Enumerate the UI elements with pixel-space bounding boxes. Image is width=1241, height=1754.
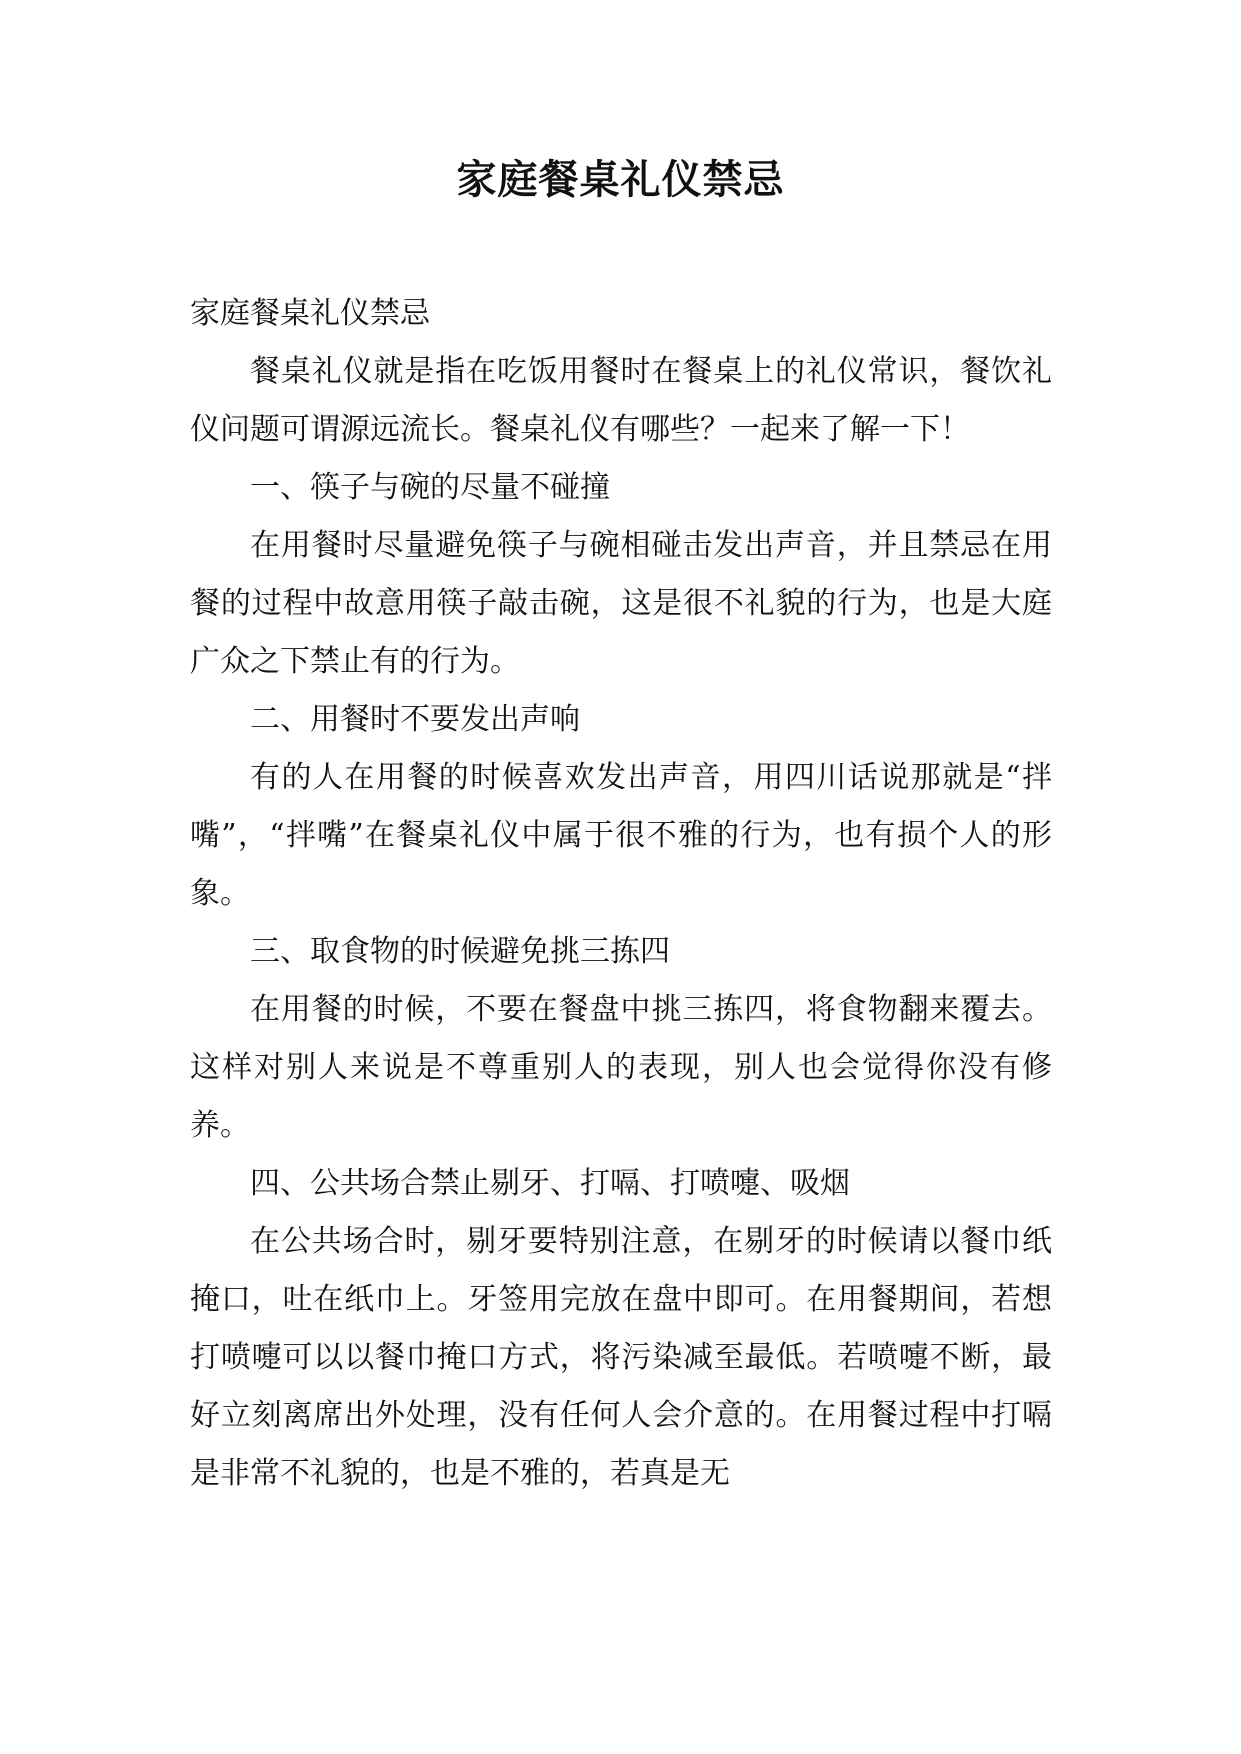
subtitle-line: 家庭餐桌礼仪禁忌 xyxy=(190,296,430,331)
section-paragraph-2: 有的人在用餐的时候喜欢发出声音，用四川话说那就是“拌嘴”，“拌嘴”在餐桌礼仪中属于很不雅的行为，也有损个人的形象。 xyxy=(190,760,1052,911)
section-paragraph-4: 在公共场合时，剔牙要特别注意，在剔牙的时候请以餐巾纸掩口，吐在纸巾上。牙签用完放在盘中即可。在用餐期间，若想打喷嚏可以以餐巾掩口方式，将污染减至最低。若喷嚏不断，最好立刻离席出外处理，没有任何人会介意的。在用餐过程中打嗝是非常不礼貌的，也是不雅的，若真是无 xyxy=(190,1224,1052,1491)
document-title: 家庭餐桌礼仪禁忌 xyxy=(456,157,785,203)
section-paragraph-3: 在用餐的时候，不要在餐盘中挑三拣四，将食物翻来覆去。这样对别人来说是不尊重别人的表现，别人也会觉得你没有修养。 xyxy=(190,992,1052,1143)
section-paragraph-1: 在用餐时尽量避免筷子与碗相碰击发出声音，并且禁忌在用餐的过程中故意用筷子敲击碗，这是很不礼貌的行为，也是大庭广众之下禁止有的行为。 xyxy=(190,528,1052,679)
section-heading-4: 四、公共场合禁止剔牙、打嗝、打喷嚏、吸烟 xyxy=(250,1166,850,1201)
intro-paragraph: 餐桌礼仪就是指在吃饭用餐时在餐桌上的礼仪常识，餐饮礼仪问题可谓源远流长。餐桌礼仪有哪些？一起来了解一下！ xyxy=(190,354,1052,447)
section-heading-3: 三、取食物的时候避免挑三拣四 xyxy=(250,934,670,969)
section-heading-1: 一、筷子与碗的尽量不碰撞 xyxy=(250,470,610,505)
section-heading-2: 二、用餐时不要发出声响 xyxy=(250,702,580,737)
document-body xyxy=(190,285,1052,1503)
